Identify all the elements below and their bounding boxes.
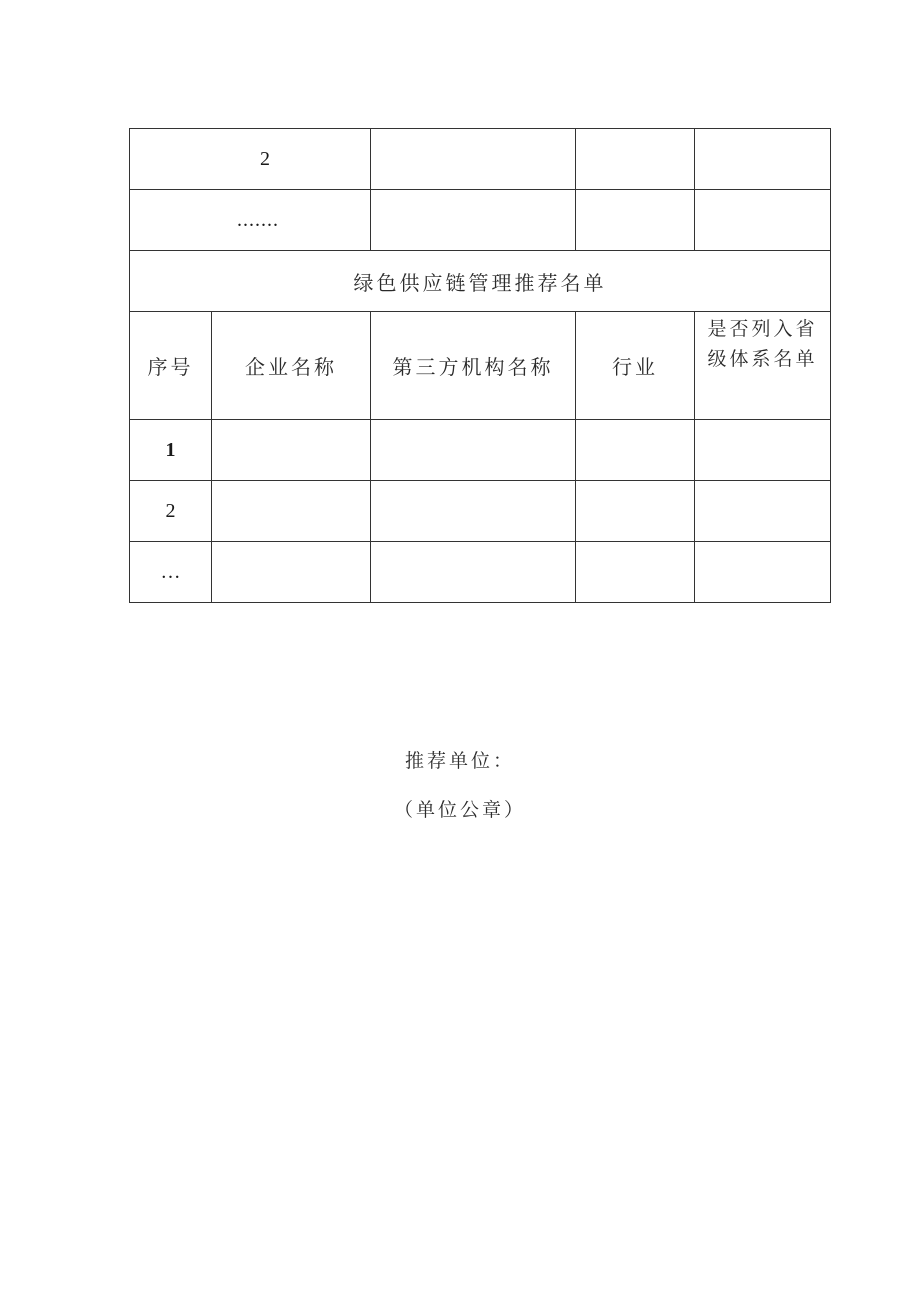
row-index-cell: … (130, 542, 212, 603)
table-row (130, 129, 831, 190)
header-provincial-line1: 是否列入省 (707, 318, 818, 340)
row-index-cell: 1 (130, 420, 212, 481)
row-index-cell: 2 (130, 481, 212, 542)
empty-cell (371, 420, 576, 481)
header-company: 企业名称 (212, 312, 371, 420)
header-provincial (695, 312, 831, 420)
table-row (130, 481, 831, 542)
empty-cell (212, 481, 371, 542)
empty-cell (695, 190, 831, 251)
empty-cell (576, 542, 695, 603)
empty-cell (371, 129, 576, 190)
header-row (130, 312, 831, 420)
empty-cell (371, 481, 576, 542)
empty-cell (212, 542, 371, 603)
empty-cell (695, 542, 831, 603)
header-industry: 行业 (576, 312, 695, 420)
header-provincial-line2: 级体系名单 (707, 348, 818, 370)
header-seq: 序号 (130, 312, 212, 420)
section-title: 绿色供应链管理推荐名单 (130, 251, 831, 312)
row-index-cell: 2 (130, 129, 371, 190)
empty-cell (576, 420, 695, 481)
section-title-row (130, 251, 831, 312)
table-row (130, 542, 831, 603)
empty-cell (576, 481, 695, 542)
empty-cell (695, 481, 831, 542)
empty-cell (576, 129, 695, 190)
recommendation-table (129, 128, 831, 603)
empty-cell (695, 129, 831, 190)
empty-cell (371, 190, 576, 251)
header-third-party: 第三方机构名称 (371, 312, 576, 420)
table-row (130, 420, 831, 481)
empty-cell (371, 542, 576, 603)
table-row (130, 190, 831, 251)
empty-cell (212, 420, 371, 481)
seal-label: （单位公章） (393, 799, 526, 821)
recommender-label: 推荐单位： (404, 750, 515, 772)
empty-cell (695, 420, 831, 481)
row-ellipsis-cell: ....... (130, 190, 371, 251)
empty-cell (576, 190, 695, 251)
